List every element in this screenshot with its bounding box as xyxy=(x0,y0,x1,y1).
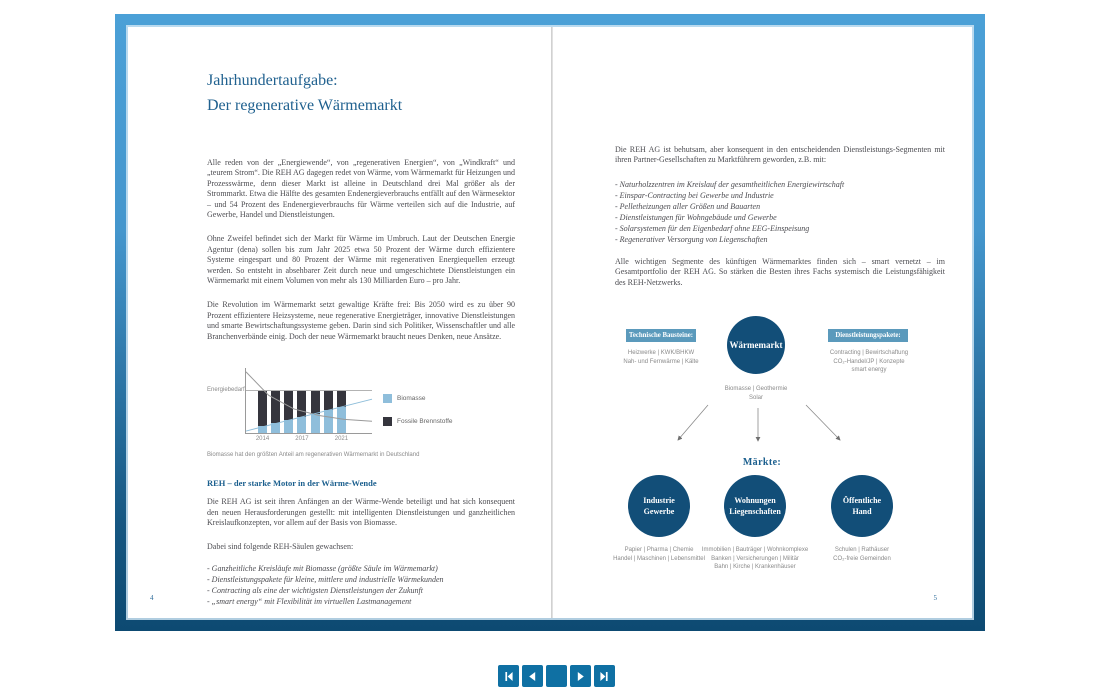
dienstleistungspakete-box: Dienstleistungspakete: xyxy=(828,329,908,342)
segments-outro-paragraph: Alle wichtigen Segmente des künftigen Wärmemarktes finden sich – smart vernetzt – im Gesamtportfolio der REH AG. So stärken die Besten ihres Fachs systemisch die Leistungsfähigkeit des REH-Netzwerks. xyxy=(615,256,945,287)
skip-to-last-icon xyxy=(600,672,609,681)
skip-to-first-icon xyxy=(504,672,513,681)
body-paragraph: Die Revolution im Wärmemarkt setzt gewaltige Kräfte frei: Bis 2050 wird es zu über 90 Prozent effizientere Heizsysteme, neue regenerative Energieträger, innovative Dienstleistungen und smarte Bewirtschaftungssysteme geben. Darin sind sich Politiker, Wissenschaftler und alle Branchenverbände einig. Doch der neue Wärmemarkt braucht neues Denken, neue Ansätze. xyxy=(207,300,515,341)
market-caption: Papier | Pharma | Chemie Handel | Maschinen | Lebensmittel xyxy=(613,547,705,562)
list-item: - Dienstleistungen für Wohngebäude und Gewerbe xyxy=(615,212,777,222)
energy-demand-chart xyxy=(207,368,515,462)
technische-bausteine-box: Technische Bausteine: xyxy=(626,329,696,342)
legend-item xyxy=(383,394,453,403)
market-circle: Wohnungen Liegenschaften xyxy=(724,475,786,537)
caption-line: Heizwerke | KWK/BHKW xyxy=(627,350,695,357)
next-page-button[interactable] xyxy=(570,665,591,687)
caption-line: Biomasse | Geothermie xyxy=(724,386,788,393)
waermemarkt-diagram xyxy=(615,311,945,592)
pager-center-button[interactable] xyxy=(546,665,567,687)
motor-paragraph: Die REH AG ist seit ihren Anfängen an der Wärme-Wende beteiligt und hat sich konsequent den neuen Herausforderungen gestellt: mit intelligenten Dienstleistungen und ganzheitlichen Kreislaufkonzepten, vor allem auf der Basis von Biomasse. xyxy=(207,497,515,527)
market-caption: Immobilien | Bauträger | Wohnkomplexe Banken | Versicherungen | Militär Bahn | Kirche | Krankenhäuser xyxy=(701,547,809,571)
list-item: - Contracting als eine der wichtigsten Dienstleistungen der Zukunft xyxy=(207,585,423,595)
list-item: - Ganzheitliche Kreisläufe mit Biomasse (größte Säule im Wärmemarkt) xyxy=(207,563,438,573)
body-paragraph: Ohne Zweifel befindet sich der Markt für Wärme im Umbruch. Laut der Deutschen Energie Agentur (dena) sollen bis zum Jahr 2025 etwa 50 Prozent der Wärme durch effizientere Systeme eingespart und 80 Prozent der Wärme mit regenerativen Energiequellen erzeugt werden. So entsteht in absehbarer Zeit durch neue und umgeschichtete Dienstleistungen ein Wärmemarkt mit einem Volumen von mehr als 130 Milliarden Euro – pro Jahr. xyxy=(207,234,515,286)
list-item: - Pelletheizungen aller Größen und Bauarten xyxy=(615,201,761,211)
chart-caption: Biomasse hat den größten Anteil am regenerativen Wärmemarkt in Deutschland xyxy=(207,452,420,459)
caption-line: smart energy xyxy=(851,367,887,374)
caption-line: Solar xyxy=(748,394,763,401)
market-circle: Öffentliche Hand xyxy=(831,475,893,537)
legend-item xyxy=(383,417,453,426)
chart-legend xyxy=(383,394,453,440)
chart-x-axis-labels: 2014 2017 2021 xyxy=(255,436,349,443)
legend-label: Fossile Brennstoffe xyxy=(397,418,453,426)
list-item: - Solarsystemen für den Eigenbedarf ohne EEG-Einspeisung xyxy=(615,223,810,233)
caption-line: CO₂-Handel/JP | Konzepte xyxy=(833,358,905,365)
reh-saeulen-list xyxy=(207,563,515,607)
list-item: - Naturholzzentren im Kreislauf der gesamtheitlichen Energiewirtschaft xyxy=(615,179,845,189)
market-circle: Industrie Gewerbe xyxy=(628,475,690,537)
page-right xyxy=(553,27,972,618)
intro-paragraphs xyxy=(207,158,515,342)
list-item: - Einspar-Contracting bei Gewerbe und Industrie xyxy=(615,190,774,200)
segments-intro-paragraph: Die REH AG ist behutsam, aber konsequent in den entscheidenden Dienstleistungs-Segmenten mit ihren Partner-Gesellschaften zu Marktführern geworden, z.B. mit: xyxy=(615,145,945,165)
pager-controls xyxy=(498,665,615,687)
market-caption: Schulen | Rathäuser CO₂-freie Gemeinden xyxy=(833,547,891,562)
page-left xyxy=(128,27,551,618)
page-spread xyxy=(128,27,972,618)
body-paragraph: Alle reden von der „Energiewende“, von „regenerativen Energien“, von „Windkraft“ und „teurem Strom“. Die REH AG dagegen redet von Wärme, vom Wärmemarkt für Heizungen und Prozesswärme, denn dieser Markt ist alleine in Deutschland drei Mal größer als der Strommarkt. Etwa die Hälfte des gesamten Endenergieverbrauchs entfällt auf den Wärmesektor – und 54 Prozent des Endenergieverbrauchs für Wärme verteilen sich auf die Industrie, auf Gewerbe, Handel und Dienstleistungen. xyxy=(207,158,515,220)
caption-line: Contracting | Bewirtschaftung xyxy=(829,350,909,357)
biomasse-trend xyxy=(246,399,372,431)
page-title-line1: Jahrhundertaufgabe: xyxy=(207,72,338,89)
markets-row xyxy=(615,311,945,592)
page-number-right: 5 xyxy=(933,594,937,602)
last-page-button[interactable] xyxy=(594,665,615,687)
page-title xyxy=(207,68,515,118)
caption-line: Nah- und Fernwärme | Kälte xyxy=(623,358,699,365)
chart-y-axis-label: Energiebedarf xyxy=(207,387,245,394)
fossil-trend xyxy=(246,372,372,421)
chart-plot-area xyxy=(245,368,372,443)
chevron-left-icon xyxy=(528,672,537,681)
market-segment xyxy=(792,475,932,563)
book-cover-frame xyxy=(115,14,985,631)
page-number-left: 4 xyxy=(150,594,154,602)
waermemarkt-circle: Wärmemarkt xyxy=(727,316,785,374)
chevron-right-icon xyxy=(576,672,585,681)
chart-trend-lines xyxy=(246,368,372,433)
section-subheading: REH – der starke Motor in der Wärme-Wende xyxy=(207,478,377,489)
page-title-line2: Der regenerative Wärmemarkt xyxy=(207,97,403,114)
previous-page-button[interactable] xyxy=(522,665,543,687)
list-item: - Dienstleistungspakete für kleine, mittlere und industrielle Wärmekunden xyxy=(207,574,444,584)
legend-swatch xyxy=(383,417,392,426)
saeulen-lead-paragraph: Dabei sind folgende REH-Säulen gewachsen: xyxy=(207,542,354,552)
maerkte-heading: Märkte: xyxy=(742,457,782,469)
legend-swatch xyxy=(383,394,392,403)
segments-list xyxy=(615,179,945,245)
first-page-button[interactable] xyxy=(498,665,519,687)
list-item: - Regenerativer Versorgung von Liegenschaften xyxy=(615,234,768,244)
list-item: - „smart energy“ mit Flexibilität im virtuellen Lastmanagement xyxy=(207,596,412,606)
legend-label: Biomasse xyxy=(397,395,426,403)
